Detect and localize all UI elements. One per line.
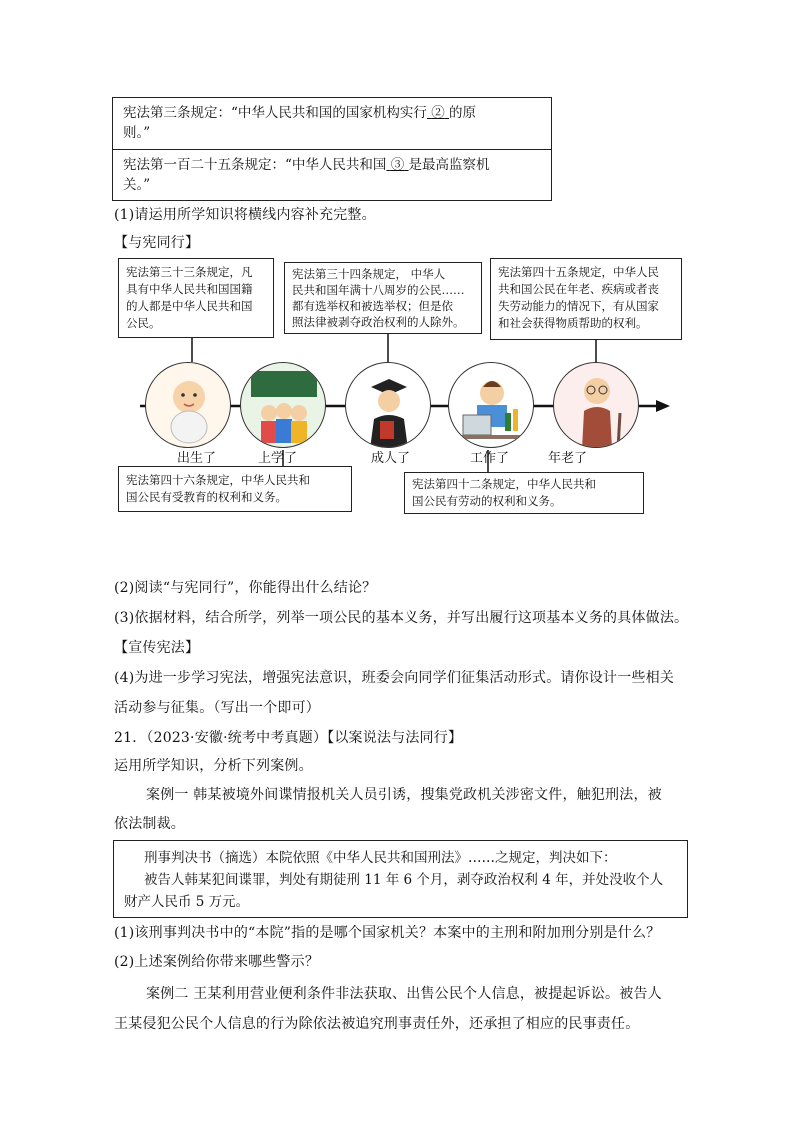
case-1: 案例一 韩某被境外间谍情报机关人员引诱，搜集党政机关涉密文件，触犯刑法，被 <box>146 787 662 803</box>
question-21-2: (2)上述案例给你带来哪些警示？ <box>114 954 320 970</box>
stage-work: 工作了 <box>470 451 510 466</box>
case-2: 案例二 王某利用营业便利条件非法获取、出售公民个人信息，被提起诉讼。被告人 <box>146 986 662 1002</box>
question-21-1: (1)该刑事判决书中的“本院”指的是哪个国家机关？本案中的主刑和附加刑分别是什么？ <box>114 925 661 941</box>
stage-adult: 成人了 <box>371 451 411 466</box>
stage-born: 出生了 <box>177 451 217 466</box>
note-article-42: 宪法第四十二条规定，中华人民共和 国公民有劳动的权利和义务。 <box>404 472 644 514</box>
table-text: 是最高监察机 <box>408 157 490 173</box>
question-3: (3)依据材料，结合所学，列举一项公民的基本义务，并写出履行这项基本义务的具体做法。 <box>114 610 689 626</box>
verdict-line: 被告人韩某犯间谍罪，判处有期徒刑 11 年 6 个月，剥夺政治权利 4 年，并处没收个人 <box>144 872 664 888</box>
table-text: 宪法第三条规定：“中华人民共和国的国家机构实行 <box>123 105 427 121</box>
case-2-cont: 王某侵犯公民个人信息的行为除依法被追究刑事责任外，还承担了相应的民事责任。 <box>114 1016 640 1032</box>
timeline-lines <box>0 0 800 560</box>
table-text: 则。” <box>123 125 151 141</box>
blank-3: ③ <box>390 157 405 173</box>
table-row <box>113 150 551 200</box>
verdict-box <box>113 840 688 918</box>
question-1: (1)请运用所学知识将横线内容补充完整。 <box>114 207 376 223</box>
office-worker-icon <box>448 362 534 448</box>
baby-icon <box>145 362 231 448</box>
timeline-diagram <box>0 0 800 560</box>
note-article-45: 宪法第四十五条规定，中华人民 共和国公民在年老、疾病或者丧 失劳动能力的情况下，有从国家 和社会获得物质帮助的权利。 <box>490 258 682 340</box>
table-text: 宪法第一百二十五条规定：“中华人民共和国 <box>123 157 387 173</box>
question-2: (2)阅读“与宪同行”，你能得出什么结论？ <box>114 580 377 596</box>
table-text: 关。” <box>123 177 151 193</box>
table-text: 的原 <box>449 105 476 121</box>
blank-2: ② <box>431 105 445 121</box>
students-icon <box>240 362 326 448</box>
note-article-46: 宪法第四十六条规定，中华人民共和 国公民有受教育的权利和义务。 <box>118 466 352 512</box>
constitution-table <box>112 97 552 201</box>
section-heading: 【宣传宪法】 <box>114 640 200 656</box>
question-21-heading: 21．（2023·安徽·统考中考真题）【以案说法与法同行】 <box>114 730 463 746</box>
graduate-icon <box>345 362 431 448</box>
question-4: (4)为进一步学习宪法，增强宪法意识，班委会向同学们征集活动形式。请你设计一些相关 <box>114 670 675 686</box>
verdict-line: 财产人民币 5 万元。 <box>124 894 250 910</box>
table-row <box>113 98 551 150</box>
note-article-33: 宪法第三十三条规定，凡 具有中华人民共和国国籍 的人都是中华人民共和国 公民。 <box>118 258 274 338</box>
case-1-cont: 依法制裁。 <box>114 816 185 832</box>
elderly-man-icon <box>553 362 639 448</box>
verdict-line: 刑事判决书（摘选）本院依照《中华人民共和国刑法》……之规定，判决如下： <box>144 850 617 866</box>
note-article-34: 宪法第三十四条规定， 中华人 民共和国年满十八周岁的公民…… 都有选举权和被选举权；但是依 照法律被剥夺政治权利的人除外。 <box>284 262 482 334</box>
question-21-intro: 运用所学知识，分析下列案例。 <box>114 758 313 774</box>
stage-school: 上学了 <box>258 451 298 466</box>
section-heading: 【与宪同行】 <box>114 235 200 251</box>
question-4-cont: 活动参与征集。（写出一个即可） <box>114 700 320 716</box>
stage-old: 年老了 <box>548 451 588 466</box>
